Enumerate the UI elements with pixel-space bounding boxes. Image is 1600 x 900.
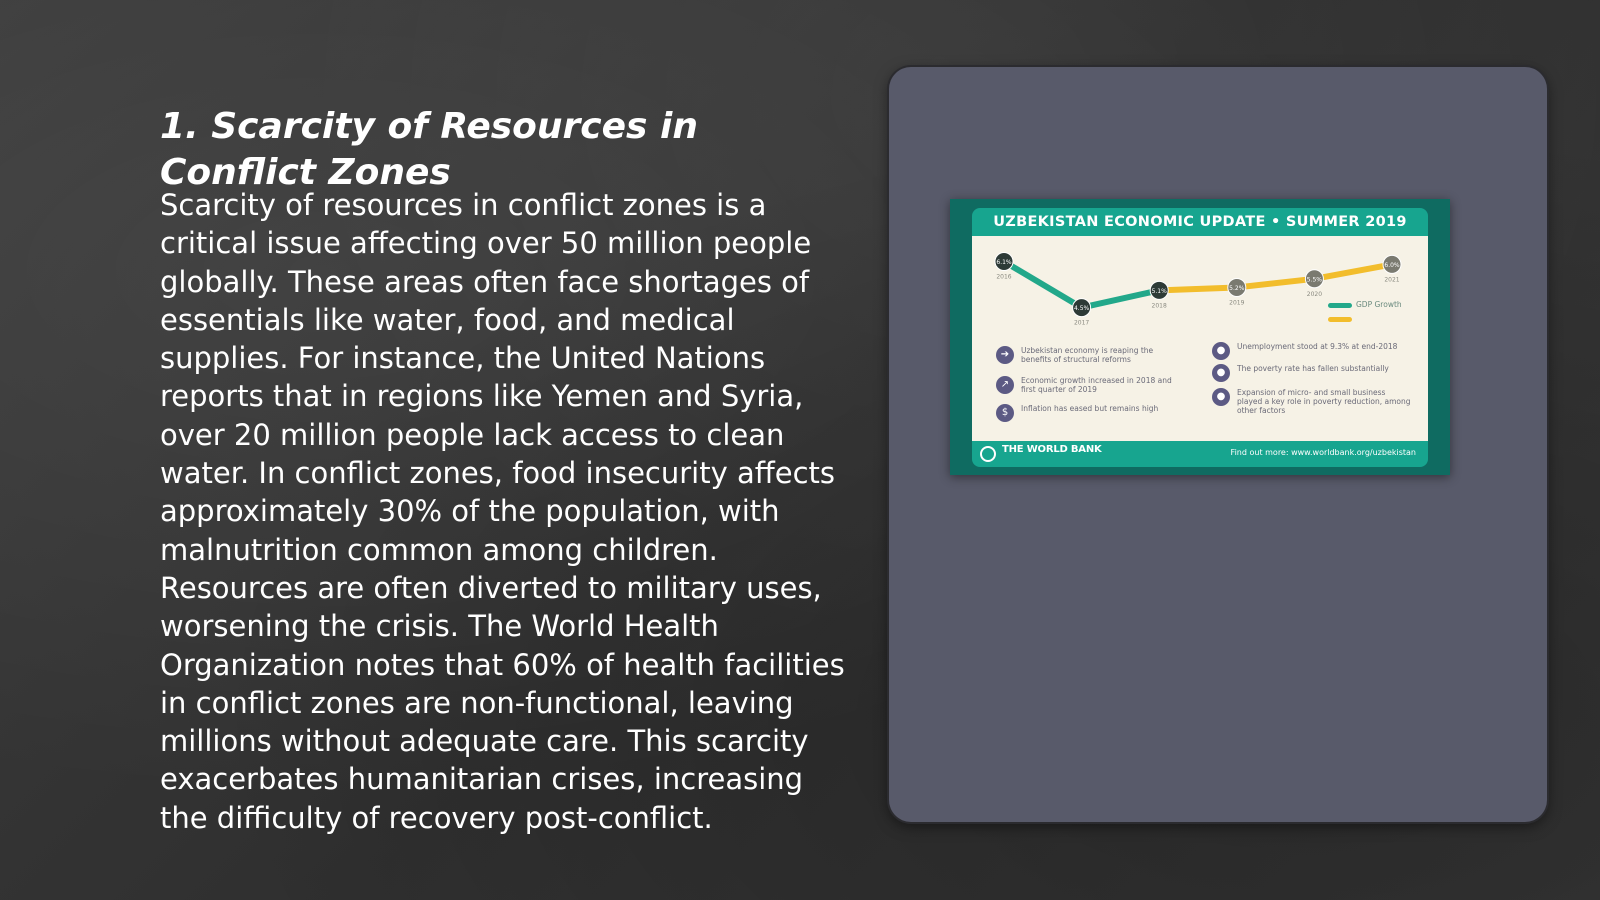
series-line-segment xyxy=(1082,290,1160,307)
infographic-item-right-2 xyxy=(1212,364,1412,382)
x-tick-label: 2016 xyxy=(996,273,1012,281)
series-line-segment xyxy=(1237,279,1315,288)
infographic-item-right-1 xyxy=(1212,342,1412,360)
worker-icon: ● xyxy=(1212,388,1230,406)
infographic-footer xyxy=(972,441,1428,467)
series-line-segment xyxy=(1314,264,1392,278)
data-label: 6.0% xyxy=(1384,261,1400,269)
x-tick-label: 2018 xyxy=(1151,302,1167,310)
data-label: 5.2% xyxy=(1229,284,1245,292)
people-icon: ● xyxy=(1212,364,1230,382)
money-icon: $ xyxy=(996,404,1014,422)
x-tick-label: 2017 xyxy=(1073,319,1090,327)
infographic-item-text: The poverty rate has fallen substantially xyxy=(1237,364,1389,373)
legend-label-gdp: GDP Growth xyxy=(1356,300,1402,309)
infographic-item-left-2 xyxy=(996,376,1176,394)
data-label: 4.5% xyxy=(1073,305,1090,313)
legend-swatch-gdp xyxy=(1328,303,1352,308)
data-label: 5.1% xyxy=(1151,287,1167,295)
data-label: 6.1% xyxy=(996,259,1012,267)
infographic-item-right-3 xyxy=(1212,388,1412,415)
x-tick-label: 2019 xyxy=(1229,299,1245,307)
legend-swatch-projection xyxy=(1328,317,1352,322)
infographic-item-text: Expansion of micro- and small business played a key role in poverty reduction, among other factors xyxy=(1237,388,1411,415)
infographic-body xyxy=(972,236,1428,441)
slide-body-text: Scarcity of resources in conflict zones is a critical issue affecting over 50 million people globally. These areas often face shortages of essentials like water, food, and medical supplies. For instance, the United Nations reports that in regions like Yemen and Syria, over 20 million people lack access to clean water. In conflict zones, food insecurity affects approximately 30% of the population, with malnutrition common among children. Resources are often diverted to military uses, worsening the crisis. The World Health Organization notes that 60% of health facilities in conflict zones are non-functional, leaving millions without adequate care. This scarcity exacerbates humanitarian crises, increasing the difficulty of recovery post-conflict. xyxy=(160,188,845,835)
world-bank-logo-icon xyxy=(980,446,996,462)
infographic-footer-org: THE WORLD BANK xyxy=(1002,444,1102,455)
x-tick-label: 2021 xyxy=(1384,276,1400,284)
x-tick-label: 2020 xyxy=(1306,290,1323,298)
infographic-item-text: Unemployment stood at 9.3% at end-2018 xyxy=(1237,342,1398,351)
slide-title: 1. Scarcity of Resources in Conflict Zones xyxy=(160,106,698,193)
person-icon: ● xyxy=(1212,342,1230,360)
infographic-item-text: Inflation has eased but remains high xyxy=(1021,404,1159,413)
data-label: 5.5% xyxy=(1306,276,1323,284)
series-line-segment xyxy=(1004,262,1082,308)
infographic-item-text: Uzbekistan economy is reaping the benefits of structural reforms xyxy=(1021,346,1154,364)
chart-icon: ↗ xyxy=(996,376,1014,394)
infographic-header: UZBEKISTAN ECONOMIC UPDATE • SUMMER 2019 xyxy=(972,208,1428,236)
arrow-icon: ➔ xyxy=(996,346,1014,364)
series-line-segment xyxy=(1159,287,1237,290)
infographic-item-text: Economic growth increased in 2018 and first quarter of 2019 xyxy=(1021,376,1172,394)
infographic-footer-link: Find out more: www.worldbank.org/uzbekistan xyxy=(1230,448,1416,457)
infographic-item-left-3 xyxy=(996,404,1176,422)
infographic-item-left-1 xyxy=(996,346,1176,364)
gdp-line-chart xyxy=(972,236,1428,346)
infographic-image xyxy=(950,199,1450,475)
